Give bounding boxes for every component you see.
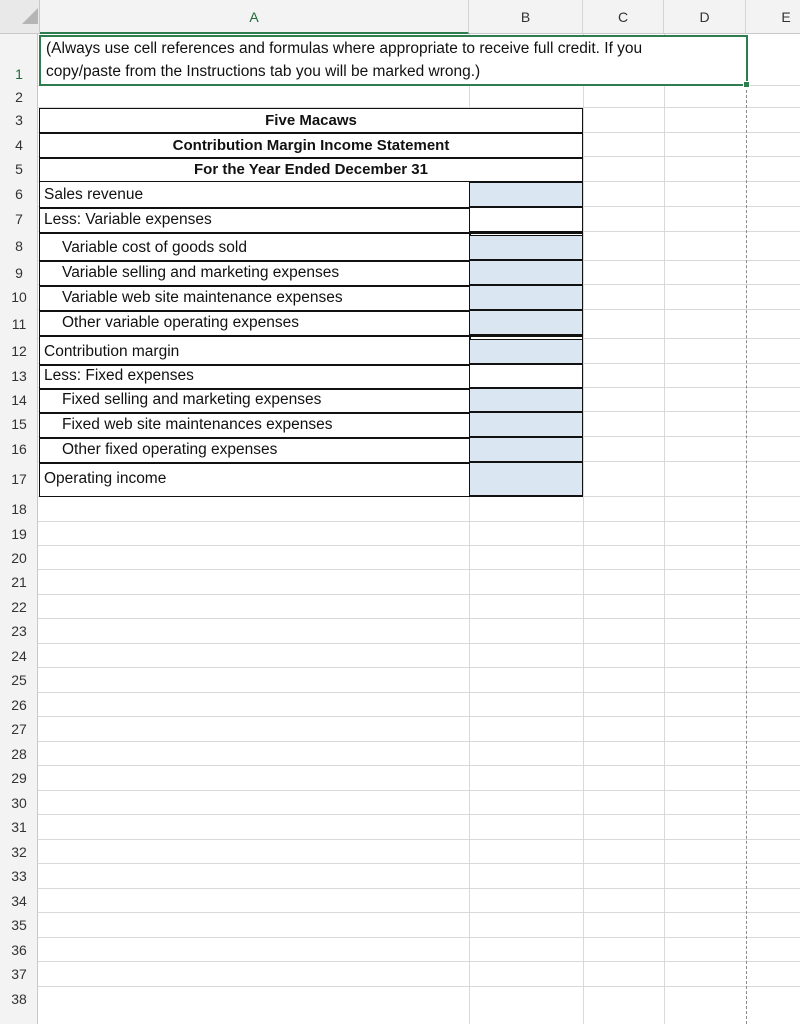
line-label[interactable]: Less: Variable expenses [44,211,212,228]
grid-row-line [38,814,800,815]
row-header-18[interactable]: 18 [11,501,27,517]
cell-selection [39,35,748,86]
row-header-28[interactable]: 28 [11,746,27,762]
header-divider [39,132,583,134]
column-header-a[interactable]: A [40,0,469,34]
value-cell[interactable] [469,364,583,388]
row-header-25[interactable]: 25 [11,672,27,688]
select-all-icon [22,8,38,24]
grid-row-line [38,839,800,840]
column-header-e[interactable]: E [746,0,800,34]
grid-row-line [38,986,800,987]
value-cell[interactable] [469,182,583,207]
row-header-21[interactable]: 21 [11,574,27,590]
statement-row-divider [39,335,583,337]
line-label[interactable]: Variable web site maintenance expenses [62,289,343,306]
row-header-20[interactable]: 20 [11,550,27,566]
header-divider [39,157,583,159]
value-cell[interactable] [469,339,583,364]
note-line-1: (Always use cell references and formulas where appropriate to receive full credit. If you [46,40,643,57]
row-header-15[interactable]: 15 [11,416,27,432]
grid-row-line [38,569,800,570]
row-header-38[interactable]: 38 [11,991,27,1007]
row-header-24[interactable]: 24 [11,648,27,664]
row-header-14[interactable]: 14 [11,392,27,408]
row-header-3[interactable]: 3 [15,112,23,128]
column-header-c[interactable]: C [583,0,664,34]
row-header-26[interactable]: 26 [11,697,27,713]
row-header-10[interactable]: 10 [11,289,27,305]
grid-col-line [583,34,584,1024]
statement-row-divider [39,232,583,234]
row-header-31[interactable]: 31 [11,819,27,835]
grid-row-line [38,521,800,522]
line-label[interactable]: Other fixed operating expenses [62,441,278,458]
note-line-2: copy/paste from the Instructions tab you will be marked wrong.) [46,63,481,80]
grid-row-line [38,961,800,962]
grid-row-line [38,790,800,791]
grid-row-line [38,863,800,864]
grid-row-line [38,765,800,766]
value-cell[interactable] [469,260,583,285]
statement-period[interactable]: For the Year Ended December 31 [194,161,428,178]
row-header-34[interactable]: 34 [11,893,27,909]
grid-row-line [38,937,800,938]
row-header-13[interactable]: 13 [11,368,27,384]
grid-row-line [38,716,800,717]
value-cell[interactable] [469,207,583,232]
page-break-line [746,85,747,1024]
column-header-b[interactable]: B [469,0,583,34]
row-header-35[interactable]: 35 [11,917,27,933]
line-label[interactable]: Other variable operating expenses [62,314,299,331]
row-header-32[interactable]: 32 [11,844,27,860]
line-label[interactable]: Less: Fixed expenses [44,367,194,384]
row-header-12[interactable]: 12 [11,343,27,359]
column-header-d[interactable]: D [664,0,746,34]
row-header-30[interactable]: 30 [11,795,27,811]
grid-col-line [664,34,665,1024]
value-cell[interactable] [469,310,583,335]
line-label[interactable]: Variable cost of goods sold [62,239,247,256]
statement-title[interactable]: Contribution Margin Income Statement [172,137,450,154]
grid-row-line [38,667,800,668]
row-header-19[interactable]: 19 [11,526,27,542]
grid-row-line [38,888,800,889]
row-header-6[interactable]: 6 [15,186,23,202]
line-label[interactable]: Variable selling and marketing expenses [62,264,340,281]
grid-row-line [38,741,800,742]
value-cell[interactable] [469,285,583,310]
row-header-29[interactable]: 29 [11,770,27,786]
line-label[interactable]: Sales revenue [44,186,144,203]
row-header-17[interactable]: 17 [11,471,27,487]
grid-row-line [38,643,800,644]
row-header-27[interactable]: 27 [11,721,27,737]
row-header-37[interactable]: 37 [11,966,27,982]
row-header-8[interactable]: 8 [15,238,23,254]
value-cell[interactable] [469,462,583,496]
company-name[interactable]: Five Macaws [265,112,357,129]
line-label[interactable]: Fixed selling and marketing expenses [62,391,322,408]
grid-row-line [38,912,800,913]
row-header-4[interactable]: 4 [15,137,23,153]
value-cell[interactable] [469,235,583,260]
row-header-5[interactable]: 5 [15,161,23,177]
fill-handle[interactable] [743,81,750,88]
line-label[interactable]: Operating income [44,470,167,487]
grid-row-line [38,618,800,619]
value-cell[interactable] [469,412,583,437]
value-cell[interactable] [469,437,583,462]
row-header-9[interactable]: 9 [15,265,23,281]
row-header-1[interactable]: 1 [15,66,23,82]
row-header-16[interactable]: 16 [11,441,27,457]
line-label[interactable]: Fixed web site maintenances expenses [62,416,333,433]
row-header-36[interactable]: 36 [11,942,27,958]
row-header-7[interactable]: 7 [15,211,23,227]
line-label[interactable]: Contribution margin [44,343,180,360]
grid-row-line [38,594,800,595]
value-cell[interactable] [469,388,583,412]
row-header-23[interactable]: 23 [11,623,27,639]
row-header-2[interactable]: 2 [15,89,23,105]
row-header-11[interactable]: 11 [11,316,27,332]
row-header-33[interactable]: 33 [11,868,27,884]
row-header-22[interactable]: 22 [11,599,27,615]
grid-row-line [38,692,800,693]
grid-row-line [38,545,800,546]
